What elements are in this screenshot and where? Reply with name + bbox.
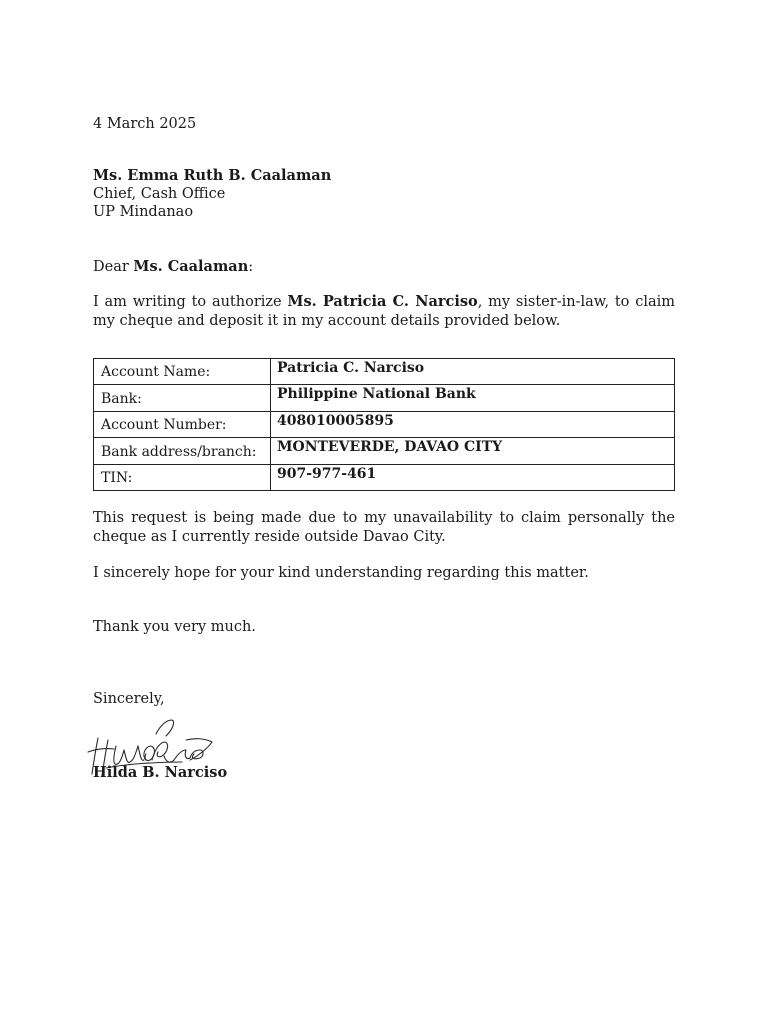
detail-label: Account Name:: [94, 359, 271, 385]
letter-date: 4 March 2025: [93, 116, 197, 132]
salutation: [93, 258, 253, 276]
signatory-name: Hilda B. Narciso: [93, 764, 228, 781]
understanding-paragraph: I sincerely hope for your kind understanding regarding this matter.: [93, 565, 589, 581]
detail-label: Bank:: [94, 385, 271, 411]
salutation-name: Ms. Caalaman: [133, 258, 249, 275]
detail-label: Bank address/branch:: [94, 438, 271, 464]
authorization-text-before: I am writing to authorize: [93, 294, 288, 310]
detail-value: Philippine National Bank: [271, 385, 675, 411]
thanks-line: Thank you very much.: [93, 619, 256, 635]
detail-value: 408010005895: [271, 411, 675, 437]
authorized-person-name: Ms. Patricia C. Narciso: [287, 293, 478, 310]
account-details-table: [93, 358, 675, 491]
reason-paragraph: This request is being made due to my unavailability to claim personally the cheque as I currently reside outside Davao City.: [93, 510, 675, 545]
closing-line: Sincerely,: [93, 691, 165, 707]
detail-value: Patricia C. Narciso: [271, 359, 675, 385]
table-row: [94, 385, 675, 411]
authorization-text-after: , my sister-in-law, to claim my cheque and deposit it in my account details provided below.: [93, 294, 675, 329]
recipient-title: Chief, Cash Office: [93, 186, 226, 202]
table-row: [94, 464, 675, 490]
table-row: [94, 359, 675, 385]
authorization-paragraph: [93, 293, 675, 330]
detail-label: Account Number:: [94, 411, 271, 437]
recipient-name: Ms. Emma Ruth B. Caalaman: [93, 167, 332, 184]
salutation-prefix: Dear: [93, 259, 134, 275]
detail-value: 907-977-461: [271, 464, 675, 490]
recipient-office: UP Mindanao: [93, 204, 194, 220]
detail-label: TIN:: [94, 464, 271, 490]
salutation-suffix: :: [248, 259, 254, 275]
detail-value: MONTEVERDE, DAVAO CITY: [271, 438, 675, 464]
table-row: [94, 438, 675, 464]
table-row: [94, 411, 675, 437]
